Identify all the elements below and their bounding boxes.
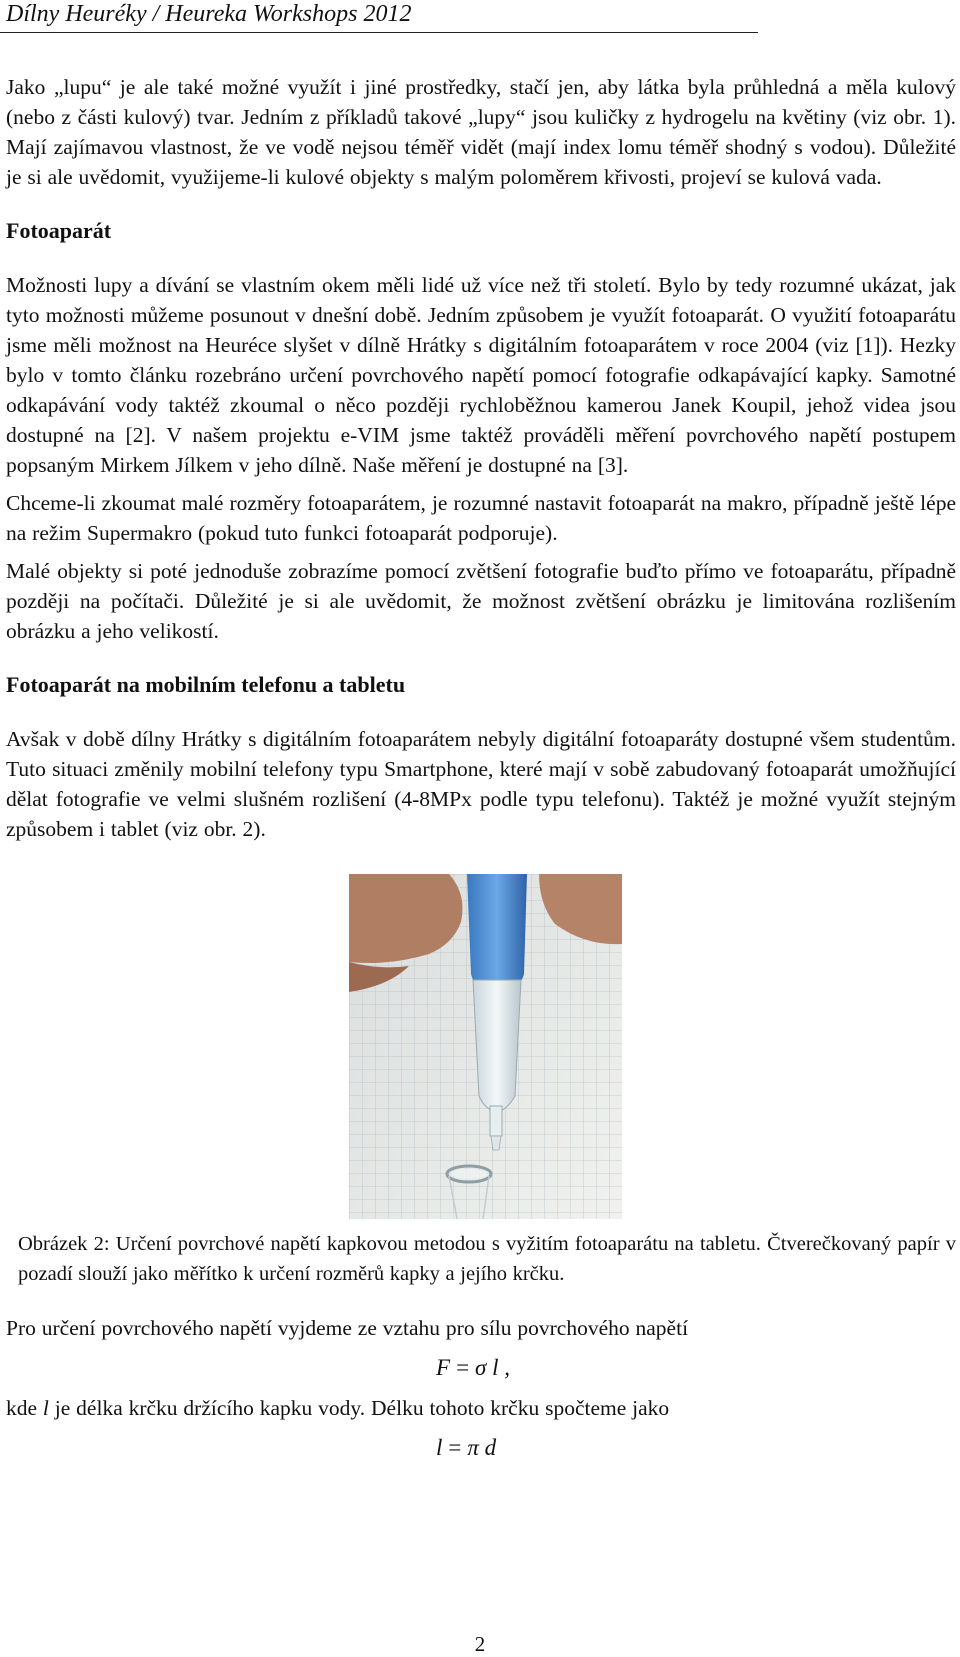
formula-force-lhs: F: [436, 1355, 451, 1380]
heading-fotoaparat: Fotoaparát: [6, 218, 112, 243]
paragraph-fotoaparat: Možnosti lupy a dívání se vlastním okem měli lidé už více než tři století. Bylo by tedy rozumné ukázat, jak tyto možnosti můžeme posunout v dnešní době. Jedním způsobem je využít fotoaparát. O využití fotoaparátu jsme měli možnost na Heuréce slyšet v dílně Hrátky s digitálním fotoaparátem v roce 2004 (viz [1]). Hezky bylo v tomto článku rozebráno určení povrchového napětí pomocí fotografie odkapávající kapky. Samotné odkapávání vody taktéž zkoumal o něco později rychloběžnou kamerou Janek Koupil, jehož videa jsou dostupné na [2]. V našem projektu e-VIM jsme taktéž prováděli měření povrchového napětí postupem popsaným Mirkem Jílkem v jeho dílně. Naše měření je dostupné na [3].: [6, 273, 956, 477]
formula-length-eq: =: [448, 1435, 462, 1460]
paragraph-vztah: Pro určení povrchového napětí vyjdeme ze vztahu pro sílu povrchového napětí: [6, 1316, 689, 1340]
running-header: Dílny Heuréky / Heureka Workshops 2012: [0, 0, 758, 33]
formula-force: [6, 1351, 956, 1385]
formula-length-rhs: π d: [467, 1435, 497, 1460]
paragraph-zvetseni: Malé objekty si poté jednoduše zobrazíme pomocí zvětšení fotografie buďto přímo ve fotoaparátu, případně později na počítači. Důležité je si ale uvědomit, že možnost zvětšení obrázku je limitována rozlišením obrázku a jeho velikostí.: [6, 559, 956, 643]
paragraph-krcek-post: je délka krčku držícího kapku vody. Délku tohoto krčku spočteme jako: [48, 1396, 670, 1420]
formula-force-eq: =: [456, 1355, 470, 1380]
photo-pipette-drop: [349, 874, 622, 1219]
figure-2: [6, 874, 956, 1219]
formula-length: [6, 1431, 956, 1465]
paragraph-mobil: Avšak v době dílny Hrátky s digitálním fotoaparátem nebyly digitální fotoaparáty dostupné všem studentům. Tuto situaci změnily mobilní telefony typu Smartphone, které mají v sobě zabudovaný fotoaparát umožňující dělat fotografie ve velmi slušném rozlišení (4-8MPx podle typu telefonu). Taktéž je možné využít stejným způsobem i tablet (viz obr. 2).: [6, 727, 956, 841]
paragraph-lupa: Jako „lupu“ je ale také možné využít i jiné prostředky, stačí jen, aby látka byla průhledná a měla kulový (nebo z části kulový) tvar. Jedním z příkladů takové „lupy“ jsou kuličky z hydrogelu na květiny (viz obr. 1). Mají zajímavou vlastnost, že ve vodě nejsou téměř vidět (mají index lomu téměř shodný s vodou). Důležité je si ale uvědomit, využijeme-li kulové objekty s malým poloměrem křivosti, projeví se kulová vada.: [6, 75, 956, 189]
page-content: [6, 72, 956, 1465]
formula-length-lhs: l: [436, 1435, 443, 1460]
paragraph-krcek-pre: kde: [6, 1396, 43, 1420]
figure-caption: Obrázek 2: Určení povrchové napětí kapkovou metodou s vyžitím fotoaparátu na tabletu. Čtverečkovaný papír v pozadí slouží jako měřítko k určení rozměrů kapky a jejího krčku.: [18, 1233, 956, 1285]
variable-l: l: [42, 1396, 49, 1420]
heading-mobil: Fotoaparát na mobilním telefonu a tabletu: [6, 672, 406, 697]
formula-force-rhs: σ l ,: [475, 1355, 511, 1380]
page-number: 2: [474, 1632, 486, 1656]
paragraph-krcek: [6, 1393, 956, 1423]
paragraph-makro: Chceme-li zkoumat malé rozměry fotoaparátem, je rozumné nastavit fotoaparát na makro, případně ještě lépe na režim Supermakro (pokud tuto funkci fotoaparát podporuje).: [6, 491, 956, 545]
